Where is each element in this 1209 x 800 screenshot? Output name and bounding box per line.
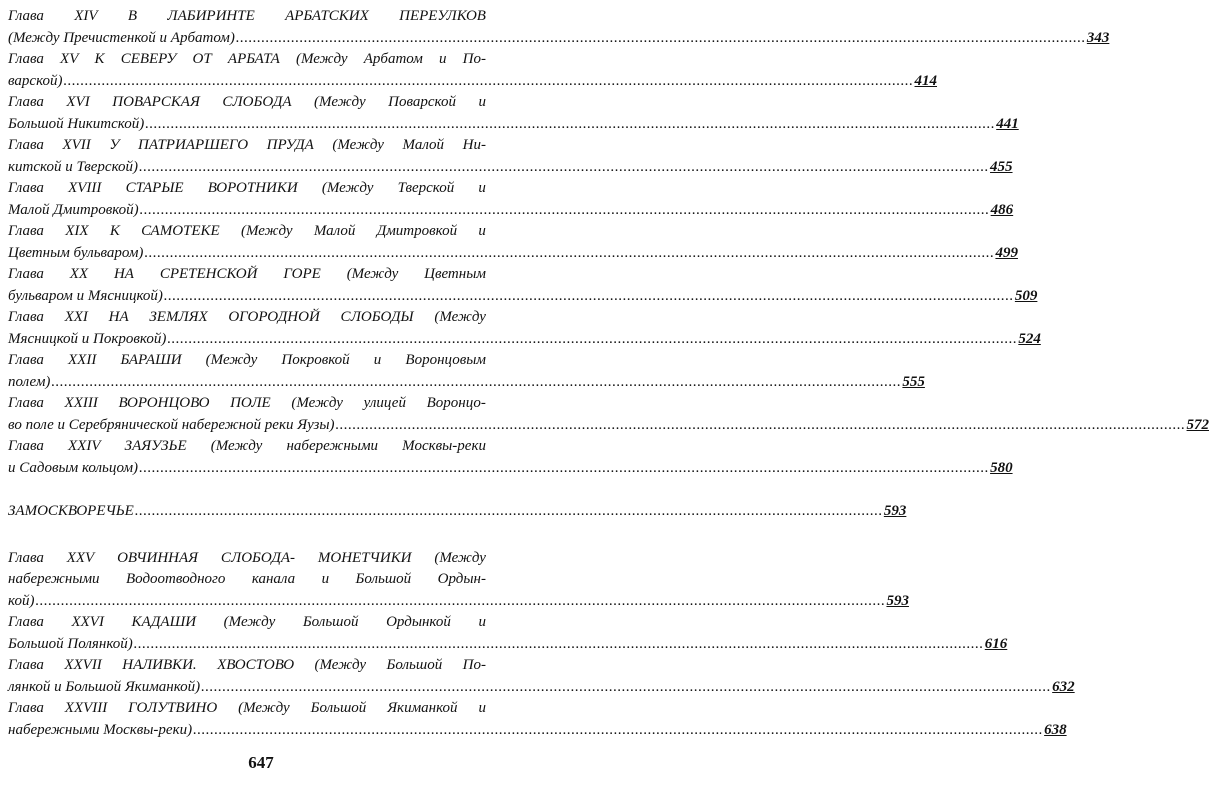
title-word: Глава	[8, 8, 44, 24]
title-word: Глава	[8, 266, 44, 282]
entry-title-end: Большой Полянкой)	[8, 635, 133, 652]
entry-title-line	[8, 178, 486, 200]
title-word: Глава	[8, 309, 44, 325]
title-word: и	[438, 51, 447, 67]
entry-title-end: и Садовым кольцом)	[8, 459, 139, 476]
toc-entry[interactable]	[8, 612, 1008, 655]
title-word: Воронцо-	[426, 395, 486, 411]
entry-title-line	[8, 221, 486, 243]
title-word: ГОЛУТВИНО	[128, 700, 218, 716]
entry-title-end: набережными Москвы-реки)	[8, 721, 193, 738]
title-word: XIX	[65, 223, 89, 239]
title-word: ПЕРЕУЛКОВ	[399, 8, 486, 24]
entry-last-line	[8, 720, 1067, 742]
title-word: К	[109, 223, 120, 239]
entry-last-line	[8, 200, 1014, 222]
title-word: Малой	[402, 137, 445, 153]
title-word: Глава	[8, 657, 44, 673]
entry-last-line	[8, 634, 1008, 656]
title-word: По-	[462, 51, 486, 67]
toc-entry[interactable]	[8, 655, 1075, 698]
title-word: XXV	[66, 549, 95, 566]
title-word: (Между	[296, 51, 348, 67]
entry-last-line	[8, 415, 1209, 437]
entry-last-line	[8, 243, 1018, 265]
title-word: АРБАТСКИХ	[285, 8, 369, 24]
title-word: К	[94, 51, 105, 67]
title-word: Дмитровкой	[376, 223, 458, 239]
entry-title-end: китской и Тверской)	[8, 158, 139, 175]
title-word: Глава	[8, 549, 44, 566]
title-word: Большой	[355, 571, 412, 587]
entry-last-line	[8, 114, 1019, 136]
title-word: и	[478, 700, 486, 716]
toc-entry[interactable]	[8, 307, 1041, 350]
dot-leader: ........................................................................................................................................................................................................	[193, 721, 1044, 738]
entry-last-line	[8, 458, 1013, 480]
entry-title-end: полем)	[8, 373, 51, 390]
title-word: ГОРЕ	[283, 266, 321, 282]
entry-title-end: варской)	[8, 72, 63, 89]
title-word: Глава	[8, 614, 44, 630]
entry-last-line	[8, 677, 1075, 699]
entry-last-line	[8, 591, 909, 613]
title-word: (Между	[240, 223, 293, 239]
title-word: (Между	[205, 352, 258, 368]
title-word: XX	[69, 266, 89, 282]
entry-title-end: лянкой и Большой Якиманкой)	[8, 678, 201, 695]
entry-page-number: 580	[990, 459, 1013, 476]
entry-title-line	[8, 307, 486, 329]
entry-title-line	[8, 655, 486, 677]
title-word: ОТ	[192, 51, 212, 67]
title-word: Арбатом	[363, 51, 423, 67]
entry-page-number: 441	[996, 115, 1019, 132]
title-word: Глава	[8, 180, 44, 196]
dot-leader: ........................................................................................................................................................................................................	[201, 678, 1052, 695]
dot-leader: ........................................................................................................................................................................................................	[63, 72, 914, 89]
entry-page-number: 486	[990, 201, 1014, 218]
title-word: XXIV	[68, 438, 101, 454]
title-word: Москвы-реки	[402, 438, 486, 454]
title-word: и	[478, 614, 486, 630]
title-word: (Между	[321, 180, 374, 196]
entry-title-line	[8, 698, 486, 720]
title-word: (Между	[314, 657, 367, 673]
toc-entry[interactable]	[8, 393, 1209, 436]
title-word: набережными	[8, 571, 100, 587]
entry-title-end: (Между Пречистенкой и Арбатом)	[8, 29, 235, 46]
title-word: XIV	[74, 8, 98, 24]
title-word: XVII	[62, 137, 91, 153]
entry-page-number: 632	[1052, 678, 1075, 695]
title-word: Глава	[8, 137, 44, 153]
entry-title-line	[8, 393, 486, 415]
title-word: XXVII	[64, 657, 102, 673]
entry-title-line	[8, 436, 486, 458]
title-word: САМОТЕКЕ	[141, 223, 220, 239]
title-word: Тверской	[397, 180, 455, 196]
spacer	[8, 479, 486, 501]
title-word: ВОРОНЦОВО	[118, 395, 210, 411]
title-word: Глава	[8, 223, 44, 239]
title-word: (Между	[210, 438, 263, 454]
entry-page-number: 616	[984, 635, 1008, 652]
entry-title-line	[8, 612, 486, 634]
title-word: набережными	[286, 438, 379, 454]
title-word: Цветным	[424, 266, 486, 282]
toc-entry[interactable]	[8, 178, 1014, 221]
title-word: НА	[108, 309, 129, 325]
toc-entry[interactable]	[8, 135, 1013, 178]
dot-leader: ........................................................................................................................................................................................................	[35, 592, 886, 609]
title-word: Глава	[8, 352, 44, 368]
dot-leader: ........................................................................................................................................................................................................	[139, 459, 990, 476]
dot-leader: ........................................................................................................................................................................................................	[144, 244, 995, 261]
title-word: XXII	[68, 352, 97, 368]
title-word: Глава	[8, 51, 44, 67]
entry-page-number: 524	[1018, 330, 1041, 347]
title-word: В	[127, 8, 138, 24]
title-word: ОГОРОДНОЙ	[228, 309, 320, 325]
title-word: XV	[60, 51, 79, 67]
title-word: По-	[462, 657, 486, 673]
title-word: (Между	[223, 614, 276, 630]
title-word: ПОЛЕ	[230, 395, 271, 411]
section-title: ЗАМОСКВОРЕЧЬЕ	[8, 503, 134, 519]
entry-last-line	[8, 157, 1013, 179]
entry-page-number: 572	[1186, 416, 1209, 433]
entry-title-end: Цветным бульваром)	[8, 244, 144, 261]
title-word: ОВЧИННАЯ	[117, 549, 199, 566]
table-of-contents	[8, 6, 1209, 741]
title-word: ПОВАРСКАЯ	[112, 94, 200, 110]
toc-entry[interactable]	[8, 548, 909, 613]
entry-title-end: бульваром и Мясницкой)	[8, 287, 163, 304]
title-word: Глава	[8, 395, 44, 411]
title-word: XXI	[64, 309, 88, 325]
dot-leader: ........................................................................................................................................................................................................	[335, 416, 1186, 433]
title-word: и	[321, 571, 330, 587]
entry-page-number: 555	[902, 373, 925, 390]
title-word: Глава	[8, 94, 44, 110]
title-word: XVI	[66, 94, 90, 110]
title-word: Ни-	[462, 137, 486, 153]
title-word: ЗАЯУЗЬЕ	[124, 438, 187, 454]
page-number: 647	[248, 753, 274, 772]
entry-last-line	[8, 286, 1038, 308]
dot-leader: ........................................................................................................................................................................................................	[235, 29, 1086, 46]
title-word: и	[478, 94, 486, 110]
title-word: ВОРОТНИКИ	[207, 180, 298, 196]
entry-title-line	[8, 350, 486, 372]
title-word: ЗЕМЛЯХ	[149, 309, 208, 325]
entry-title-line	[8, 6, 486, 28]
title-word: Покровкой	[281, 352, 350, 368]
section-entry[interactable]	[8, 501, 907, 523]
title-word: АРБАТА	[227, 51, 280, 67]
entry-title-line	[8, 569, 486, 591]
title-word: Якиманкой	[387, 700, 458, 716]
title-word: Водоотводного	[126, 571, 226, 587]
toc-group-chapters-25-28	[8, 548, 1075, 742]
title-word: (Между	[434, 309, 486, 325]
title-word: СТАРЫЕ	[125, 180, 184, 196]
title-word: Ордын-	[437, 571, 486, 587]
title-word: ПАТРИАРШЕГО	[138, 137, 249, 153]
entry-title-line	[8, 264, 486, 286]
title-word: и	[478, 223, 486, 239]
title-word: (Между	[291, 395, 343, 411]
entry-last-line	[8, 28, 1110, 50]
title-word: XXVIII	[64, 700, 108, 716]
entry-title-end: кой)	[8, 592, 35, 609]
entry-last-line	[8, 372, 925, 394]
dot-leader: ........................................................................................................................................................................................................	[163, 287, 1014, 304]
title-word: СЕВЕРУ	[120, 51, 177, 67]
title-word: ХВОСТОВО	[217, 657, 295, 673]
title-word: Воронцовым	[405, 352, 486, 368]
title-word: Глава	[8, 438, 44, 454]
entry-page-number: 638	[1044, 721, 1067, 738]
entry-title-end: Большой Никитской)	[8, 115, 145, 132]
entry-page-number: 343	[1086, 29, 1110, 46]
title-word: (Между	[238, 700, 290, 716]
title-word: Большой	[302, 614, 359, 630]
entry-last-line	[8, 329, 1041, 351]
title-word: XXIII	[64, 395, 98, 411]
title-word: Поварской	[388, 94, 456, 110]
toc-entry[interactable]	[8, 92, 1019, 135]
title-word: Глава	[8, 700, 44, 716]
title-word: (Между	[434, 549, 486, 566]
title-word: (Между	[346, 266, 399, 282]
title-word: XVIII	[68, 180, 102, 196]
title-word: Малой	[313, 223, 356, 239]
title-word: НА	[113, 266, 134, 282]
title-word: СРЕТЕНСКОЙ	[159, 266, 258, 282]
entry-page-number: 455	[990, 158, 1013, 175]
title-word: и	[373, 352, 382, 368]
dot-leader: ........................................................................................................................................................................................................	[167, 330, 1018, 347]
entry-page-number: 593	[886, 592, 909, 609]
entry-title-end: Мясницкой и Покровкой)	[8, 330, 167, 347]
title-word: Большой	[386, 657, 443, 673]
entry-last-line	[8, 71, 938, 93]
entry-title-line	[8, 49, 486, 71]
title-word: Ордынкой	[386, 614, 451, 630]
title-word: СЛОБОДА-	[220, 549, 296, 566]
toc-entry[interactable]	[8, 6, 1110, 49]
title-word: улицей	[363, 395, 406, 411]
dot-leader: ........................................................................................................................................................................................................	[51, 373, 902, 390]
dot-leader: ................................................................................................................................................................................	[134, 503, 883, 519]
entry-title-line	[8, 135, 486, 157]
toc-entry[interactable]	[8, 436, 1013, 479]
toc-entry[interactable]	[8, 49, 938, 92]
entry-title-line	[8, 92, 486, 114]
entry-title-end: во поле и Серебрянической набережной реки Яузы)	[8, 416, 335, 433]
title-word: У	[109, 137, 120, 153]
section-page-number: 593	[883, 503, 907, 519]
dot-leader: ........................................................................................................................................................................................................	[145, 115, 996, 132]
toc-entry[interactable]	[8, 221, 1018, 264]
entry-title-line	[8, 548, 486, 570]
title-word: МОНЕТЧИКИ	[317, 549, 412, 566]
title-word: НАЛИВКИ.	[122, 657, 197, 673]
title-word: КАДАШИ	[131, 614, 197, 630]
dot-leader: ........................................................................................................................................................................................................	[139, 201, 990, 218]
title-word: ПРУДА	[266, 137, 314, 153]
toc-entry[interactable]	[8, 264, 1038, 307]
entry-page-number: 499	[995, 244, 1018, 261]
dot-leader: ........................................................................................................................................................................................................	[133, 635, 984, 652]
toc-entry[interactable]	[8, 698, 1067, 741]
entry-page-number: 414	[914, 72, 938, 89]
spacer	[8, 523, 486, 548]
title-word: ЛАБИРИНТЕ	[167, 8, 255, 24]
title-word: СЛОБОДА	[222, 94, 292, 110]
title-word: СЛОБОДЫ	[340, 309, 414, 325]
title-word: XXVI	[71, 614, 104, 630]
entry-page-number: 509	[1014, 287, 1038, 304]
title-word: и	[478, 180, 486, 196]
dot-leader: ........................................................................................................................................................................................................	[139, 158, 990, 175]
entry-title-end: Малой Дмитровкой)	[8, 201, 139, 218]
title-word: (Между	[314, 94, 366, 110]
title-word: БАРАШИ	[120, 352, 182, 368]
title-word: Большой	[310, 700, 367, 716]
title-word: (Между	[332, 137, 384, 153]
toc-entry[interactable]	[8, 350, 925, 393]
title-word: канала	[251, 571, 296, 587]
toc-group-chapters-14-24	[8, 6, 1209, 479]
